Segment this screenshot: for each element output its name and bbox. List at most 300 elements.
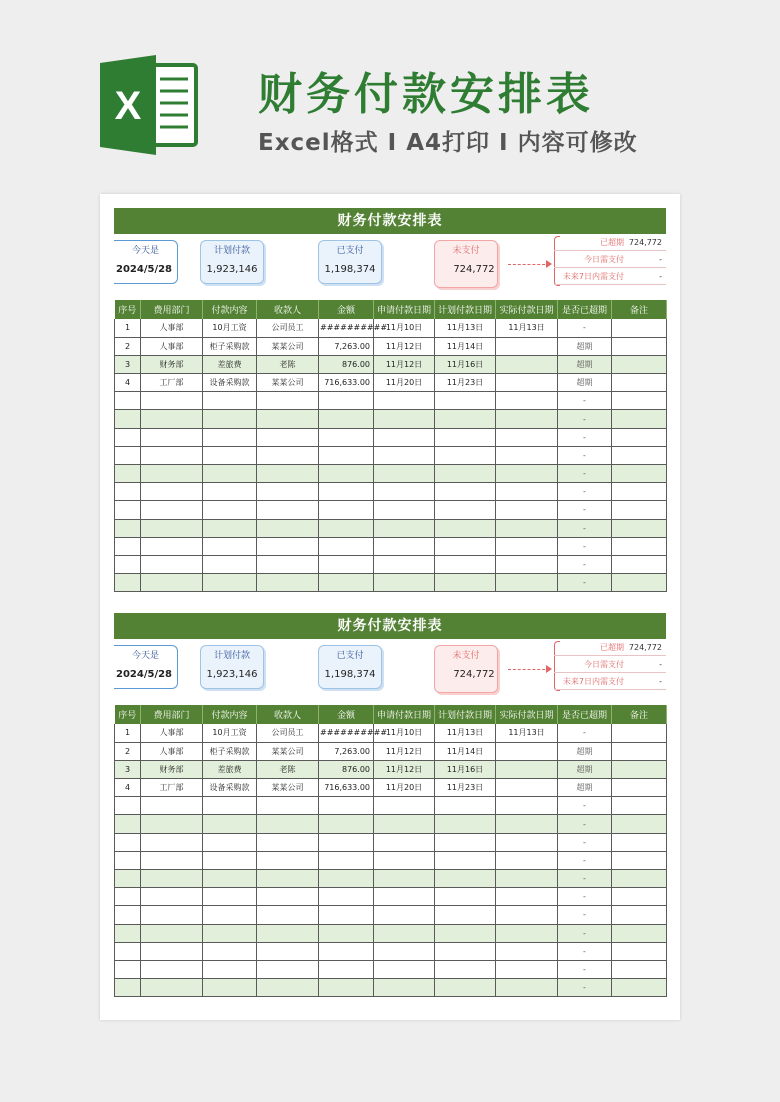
table-cell[interactable] <box>203 833 257 851</box>
table-cell[interactable]: 超期 <box>558 355 612 373</box>
table-cell[interactable] <box>141 501 203 519</box>
table-cell[interactable] <box>115 483 141 501</box>
table-cell[interactable] <box>257 410 319 428</box>
table-cell[interactable] <box>496 942 558 960</box>
table-cell[interactable]: 某某公司 <box>257 779 319 797</box>
table-cell[interactable] <box>374 483 435 501</box>
table-cell[interactable]: 柜子采购款 <box>203 742 257 760</box>
table-cell[interactable] <box>141 833 203 851</box>
table-cell[interactable] <box>257 924 319 942</box>
table-cell[interactable] <box>203 870 257 888</box>
table-cell[interactable] <box>612 779 667 797</box>
table-cell[interactable] <box>612 483 667 501</box>
table-cell[interactable]: - <box>558 924 612 942</box>
table-cell[interactable] <box>319 465 374 483</box>
table-cell[interactable] <box>257 906 319 924</box>
table-cell[interactable] <box>435 446 496 464</box>
table-cell[interactable] <box>612 833 667 851</box>
table-cell[interactable]: 11月16日 <box>435 760 496 778</box>
table-cell[interactable]: 2 <box>115 742 141 760</box>
table-cell[interactable] <box>496 337 558 355</box>
table-cell[interactable] <box>612 574 667 592</box>
table-cell[interactable] <box>319 555 374 573</box>
table-cell[interactable] <box>257 465 319 483</box>
table-cell[interactable]: 11月12日 <box>374 337 435 355</box>
table-cell[interactable] <box>374 555 435 573</box>
table-cell[interactable]: 超期 <box>558 374 612 392</box>
table-cell[interactable] <box>257 979 319 997</box>
table-cell[interactable] <box>612 519 667 537</box>
table-cell[interactable]: 财务部 <box>141 355 203 373</box>
table-cell[interactable]: 超期 <box>558 337 612 355</box>
table-cell[interactable]: 11月12日 <box>374 742 435 760</box>
table-cell[interactable] <box>115 979 141 997</box>
table-cell[interactable] <box>374 833 435 851</box>
table-cell[interactable] <box>612 537 667 555</box>
table-cell[interactable] <box>374 446 435 464</box>
table-cell[interactable]: ########## <box>319 724 374 742</box>
table-cell[interactable] <box>612 797 667 815</box>
table-cell[interactable] <box>257 797 319 815</box>
table-cell[interactable] <box>612 501 667 519</box>
table-cell[interactable]: - <box>558 888 612 906</box>
table-cell[interactable] <box>203 465 257 483</box>
table-cell[interactable] <box>319 833 374 851</box>
table-cell[interactable] <box>612 392 667 410</box>
table-cell[interactable]: 10月工资 <box>203 319 257 337</box>
table-cell[interactable] <box>612 888 667 906</box>
table-cell[interactable] <box>319 870 374 888</box>
table-cell[interactable]: - <box>558 428 612 446</box>
table-cell[interactable] <box>203 555 257 573</box>
table-cell[interactable] <box>203 924 257 942</box>
table-cell[interactable]: 工厂部 <box>141 779 203 797</box>
table-cell[interactable]: 716,633.00 <box>319 374 374 392</box>
table-cell[interactable]: - <box>558 797 612 815</box>
table-cell[interactable] <box>435 519 496 537</box>
table-cell[interactable] <box>203 851 257 869</box>
table-cell[interactable] <box>319 851 374 869</box>
table-cell[interactable] <box>203 428 257 446</box>
table-cell[interactable] <box>319 392 374 410</box>
table-cell[interactable] <box>374 410 435 428</box>
table-cell[interactable]: 11月14日 <box>435 742 496 760</box>
table-cell[interactable]: - <box>558 555 612 573</box>
table-cell[interactable] <box>257 888 319 906</box>
table-cell[interactable] <box>496 537 558 555</box>
table-cell[interactable] <box>115 960 141 978</box>
table-cell[interactable]: 某某公司 <box>257 374 319 392</box>
table-cell[interactable] <box>115 833 141 851</box>
table-cell[interactable]: 10月工资 <box>203 724 257 742</box>
table-cell[interactable]: 11月12日 <box>374 760 435 778</box>
table-cell[interactable] <box>496 410 558 428</box>
table-cell[interactable]: - <box>558 574 612 592</box>
table-cell[interactable]: - <box>558 319 612 337</box>
table-cell[interactable]: - <box>558 537 612 555</box>
table-cell[interactable] <box>612 815 667 833</box>
table-cell[interactable]: 人事部 <box>141 337 203 355</box>
table-cell[interactable] <box>141 851 203 869</box>
table-cell[interactable] <box>319 979 374 997</box>
table-cell[interactable] <box>374 888 435 906</box>
table-cell[interactable]: 7,263.00 <box>319 337 374 355</box>
table-cell[interactable]: 4 <box>115 779 141 797</box>
table-cell[interactable]: 876.00 <box>319 355 374 373</box>
table-cell[interactable]: - <box>558 906 612 924</box>
table-cell[interactable] <box>257 519 319 537</box>
table-cell[interactable]: 差旅费 <box>203 760 257 778</box>
table-cell[interactable] <box>141 924 203 942</box>
table-cell[interactable] <box>496 555 558 573</box>
table-cell[interactable]: 1 <box>115 319 141 337</box>
table-cell[interactable] <box>612 355 667 373</box>
table-cell[interactable] <box>141 555 203 573</box>
table-cell[interactable] <box>435 410 496 428</box>
table-cell[interactable]: 某某公司 <box>257 742 319 760</box>
table-cell[interactable] <box>257 446 319 464</box>
table-cell[interactable] <box>319 410 374 428</box>
table-cell[interactable]: 超期 <box>558 779 612 797</box>
table-cell[interactable] <box>612 337 667 355</box>
table-cell[interactable] <box>496 574 558 592</box>
table-cell[interactable] <box>115 465 141 483</box>
table-cell[interactable] <box>435 537 496 555</box>
table-cell[interactable]: 2 <box>115 337 141 355</box>
table-cell[interactable] <box>374 815 435 833</box>
table-cell[interactable] <box>496 742 558 760</box>
table-cell[interactable]: - <box>558 501 612 519</box>
table-cell[interactable] <box>435 888 496 906</box>
table-cell[interactable] <box>115 428 141 446</box>
table-cell[interactable] <box>115 555 141 573</box>
table-cell[interactable] <box>203 501 257 519</box>
table-cell[interactable]: 11月23日 <box>435 374 496 392</box>
table-cell[interactable] <box>612 724 667 742</box>
table-cell[interactable] <box>612 760 667 778</box>
table-cell[interactable]: - <box>558 815 612 833</box>
table-cell[interactable]: 工厂部 <box>141 374 203 392</box>
table-cell[interactable]: - <box>558 519 612 537</box>
table-cell[interactable]: 876.00 <box>319 760 374 778</box>
table-cell[interactable] <box>141 483 203 501</box>
table-cell[interactable]: 11月13日 <box>496 319 558 337</box>
table-cell[interactable] <box>374 906 435 924</box>
table-cell[interactable] <box>203 446 257 464</box>
table-cell[interactable] <box>612 851 667 869</box>
table-cell[interactable]: 人事部 <box>141 742 203 760</box>
table-cell[interactable] <box>319 797 374 815</box>
table-cell[interactable] <box>319 446 374 464</box>
table-cell[interactable] <box>115 797 141 815</box>
table-cell[interactable] <box>203 942 257 960</box>
table-cell[interactable] <box>374 942 435 960</box>
table-cell[interactable] <box>257 942 319 960</box>
table-cell[interactable]: 11月13日 <box>435 724 496 742</box>
table-cell[interactable] <box>496 979 558 997</box>
table-cell[interactable] <box>496 797 558 815</box>
table-cell[interactable] <box>435 942 496 960</box>
table-cell[interactable] <box>374 870 435 888</box>
table-cell[interactable] <box>115 815 141 833</box>
table-cell[interactable]: 超期 <box>558 742 612 760</box>
table-cell[interactable] <box>435 979 496 997</box>
table-cell[interactable] <box>374 428 435 446</box>
table-cell[interactable]: - <box>558 410 612 428</box>
table-cell[interactable] <box>141 815 203 833</box>
table-cell[interactable] <box>319 574 374 592</box>
table-cell[interactable] <box>496 851 558 869</box>
table-cell[interactable]: - <box>558 446 612 464</box>
table-cell[interactable] <box>115 410 141 428</box>
table-cell[interactable] <box>612 870 667 888</box>
table-cell[interactable]: 某某公司 <box>257 337 319 355</box>
table-cell[interactable] <box>319 942 374 960</box>
table-cell[interactable] <box>203 797 257 815</box>
table-cell[interactable]: 11月16日 <box>435 355 496 373</box>
table-cell[interactable] <box>257 428 319 446</box>
table-cell[interactable] <box>435 465 496 483</box>
table-cell[interactable] <box>115 924 141 942</box>
table-cell[interactable] <box>435 483 496 501</box>
table-cell[interactable] <box>203 483 257 501</box>
table-cell[interactable]: 7,263.00 <box>319 742 374 760</box>
table-cell[interactable] <box>115 446 141 464</box>
table-cell[interactable] <box>612 555 667 573</box>
table-cell[interactable] <box>496 519 558 537</box>
table-cell[interactable] <box>435 833 496 851</box>
table-cell[interactable] <box>319 924 374 942</box>
table-cell[interactable] <box>319 815 374 833</box>
table-cell[interactable] <box>319 906 374 924</box>
table-cell[interactable] <box>141 906 203 924</box>
table-cell[interactable] <box>435 797 496 815</box>
table-cell[interactable] <box>612 319 667 337</box>
table-cell[interactable] <box>612 942 667 960</box>
table-cell[interactable]: 716,633.00 <box>319 779 374 797</box>
table-cell[interactable] <box>435 392 496 410</box>
table-cell[interactable]: 4 <box>115 374 141 392</box>
table-cell[interactable] <box>374 465 435 483</box>
table-cell[interactable] <box>612 960 667 978</box>
table-cell[interactable] <box>257 555 319 573</box>
table-cell[interactable] <box>374 519 435 537</box>
table-cell[interactable] <box>257 574 319 592</box>
table-cell[interactable] <box>115 851 141 869</box>
table-cell[interactable] <box>141 519 203 537</box>
table-cell[interactable] <box>612 906 667 924</box>
table-cell[interactable] <box>374 979 435 997</box>
table-cell[interactable] <box>435 906 496 924</box>
table-cell[interactable] <box>374 851 435 869</box>
table-cell[interactable]: 3 <box>115 760 141 778</box>
table-cell[interactable]: - <box>558 870 612 888</box>
table-cell[interactable] <box>115 942 141 960</box>
table-cell[interactable] <box>141 465 203 483</box>
table-cell[interactable]: 设备采购款 <box>203 779 257 797</box>
table-cell[interactable]: - <box>558 851 612 869</box>
table-cell[interactable] <box>319 960 374 978</box>
table-cell[interactable] <box>319 537 374 555</box>
table-cell[interactable] <box>203 574 257 592</box>
table-cell[interactable]: 11月10日 <box>374 319 435 337</box>
table-cell[interactable] <box>115 519 141 537</box>
table-cell[interactable] <box>141 960 203 978</box>
table-cell[interactable] <box>496 374 558 392</box>
table-cell[interactable]: 11月14日 <box>435 337 496 355</box>
table-cell[interactable]: 柜子采购款 <box>203 337 257 355</box>
table-cell[interactable] <box>435 501 496 519</box>
table-cell[interactable] <box>496 888 558 906</box>
table-cell[interactable] <box>612 446 667 464</box>
table-cell[interactable] <box>203 888 257 906</box>
table-cell[interactable] <box>435 851 496 869</box>
table-cell[interactable] <box>141 888 203 906</box>
table-cell[interactable] <box>374 574 435 592</box>
table-cell[interactable] <box>257 483 319 501</box>
table-cell[interactable] <box>496 960 558 978</box>
table-cell[interactable] <box>141 410 203 428</box>
table-cell[interactable] <box>496 392 558 410</box>
table-cell[interactable] <box>612 374 667 392</box>
table-cell[interactable] <box>257 815 319 833</box>
table-cell[interactable] <box>141 870 203 888</box>
table-cell[interactable]: 11月20日 <box>374 374 435 392</box>
table-cell[interactable] <box>496 924 558 942</box>
table-cell[interactable] <box>141 942 203 960</box>
table-cell[interactable] <box>115 501 141 519</box>
table-cell[interactable]: 差旅费 <box>203 355 257 373</box>
table-cell[interactable] <box>319 483 374 501</box>
table-cell[interactable] <box>612 979 667 997</box>
table-cell[interactable]: 公司员工 <box>257 724 319 742</box>
table-cell[interactable] <box>115 392 141 410</box>
table-cell[interactable] <box>319 501 374 519</box>
table-cell[interactable] <box>257 851 319 869</box>
table-cell[interactable]: 老陈 <box>257 355 319 373</box>
table-cell[interactable] <box>257 392 319 410</box>
table-cell[interactable]: 3 <box>115 355 141 373</box>
table-cell[interactable]: 1 <box>115 724 141 742</box>
table-cell[interactable] <box>612 410 667 428</box>
table-cell[interactable] <box>496 465 558 483</box>
table-cell[interactable] <box>496 906 558 924</box>
table-cell[interactable] <box>435 574 496 592</box>
table-cell[interactable] <box>141 446 203 464</box>
table-cell[interactable] <box>141 574 203 592</box>
table-cell[interactable] <box>435 815 496 833</box>
table-cell[interactable] <box>141 537 203 555</box>
table-cell[interactable] <box>141 797 203 815</box>
table-cell[interactable] <box>374 537 435 555</box>
table-cell[interactable] <box>496 833 558 851</box>
table-cell[interactable] <box>141 979 203 997</box>
table-cell[interactable] <box>115 574 141 592</box>
table-cell[interactable]: - <box>558 833 612 851</box>
table-cell[interactable]: 11月13日 <box>435 319 496 337</box>
table-cell[interactable] <box>612 742 667 760</box>
table-cell[interactable] <box>203 519 257 537</box>
table-cell[interactable] <box>496 355 558 373</box>
table-cell[interactable] <box>612 924 667 942</box>
table-cell[interactable] <box>374 960 435 978</box>
table-cell[interactable] <box>203 815 257 833</box>
table-cell[interactable] <box>203 906 257 924</box>
table-cell[interactable] <box>612 428 667 446</box>
table-cell[interactable] <box>496 870 558 888</box>
table-cell[interactable] <box>496 815 558 833</box>
table-cell[interactable] <box>319 519 374 537</box>
table-cell[interactable]: - <box>558 392 612 410</box>
table-cell[interactable] <box>496 760 558 778</box>
table-cell[interactable] <box>496 428 558 446</box>
table-cell[interactable] <box>141 428 203 446</box>
table-cell[interactable] <box>115 537 141 555</box>
table-cell[interactable]: 老陈 <box>257 760 319 778</box>
table-cell[interactable]: - <box>558 942 612 960</box>
table-cell[interactable] <box>496 483 558 501</box>
table-cell[interactable] <box>374 797 435 815</box>
table-cell[interactable]: - <box>558 483 612 501</box>
table-cell[interactable]: 公司员工 <box>257 319 319 337</box>
table-cell[interactable] <box>435 960 496 978</box>
table-cell[interactable] <box>203 537 257 555</box>
table-cell[interactable]: 设备采购款 <box>203 374 257 392</box>
table-cell[interactable] <box>374 501 435 519</box>
table-cell[interactable]: - <box>558 979 612 997</box>
table-cell[interactable] <box>141 392 203 410</box>
table-cell[interactable]: 11月13日 <box>496 724 558 742</box>
table-cell[interactable]: 人事部 <box>141 724 203 742</box>
table-cell[interactable] <box>203 392 257 410</box>
table-cell[interactable]: - <box>558 724 612 742</box>
table-cell[interactable]: 11月23日 <box>435 779 496 797</box>
table-cell[interactable]: - <box>558 465 612 483</box>
table-cell[interactable]: 11月20日 <box>374 779 435 797</box>
table-cell[interactable] <box>257 833 319 851</box>
table-cell[interactable] <box>435 924 496 942</box>
table-cell[interactable] <box>319 428 374 446</box>
table-cell[interactable] <box>374 924 435 942</box>
table-cell[interactable] <box>496 779 558 797</box>
table-cell[interactable] <box>435 870 496 888</box>
table-cell[interactable]: 超期 <box>558 760 612 778</box>
table-cell[interactable] <box>257 501 319 519</box>
table-cell[interactable] <box>319 888 374 906</box>
table-cell[interactable] <box>203 979 257 997</box>
table-cell[interactable] <box>496 501 558 519</box>
table-cell[interactable] <box>257 870 319 888</box>
table-cell[interactable]: ########## <box>319 319 374 337</box>
table-cell[interactable] <box>115 870 141 888</box>
table-cell[interactable] <box>203 410 257 428</box>
table-cell[interactable] <box>115 888 141 906</box>
table-cell[interactable] <box>612 465 667 483</box>
table-cell[interactable] <box>496 446 558 464</box>
table-cell[interactable]: 11月12日 <box>374 355 435 373</box>
table-cell[interactable] <box>435 428 496 446</box>
table-cell[interactable]: 11月10日 <box>374 724 435 742</box>
table-cell[interactable]: 人事部 <box>141 319 203 337</box>
table-cell[interactable] <box>257 537 319 555</box>
table-cell[interactable] <box>435 555 496 573</box>
table-cell[interactable]: 财务部 <box>141 760 203 778</box>
table-cell[interactable] <box>374 392 435 410</box>
table-cell[interactable] <box>115 906 141 924</box>
table-cell[interactable] <box>257 960 319 978</box>
table-cell[interactable]: - <box>558 960 612 978</box>
table-cell[interactable] <box>203 960 257 978</box>
